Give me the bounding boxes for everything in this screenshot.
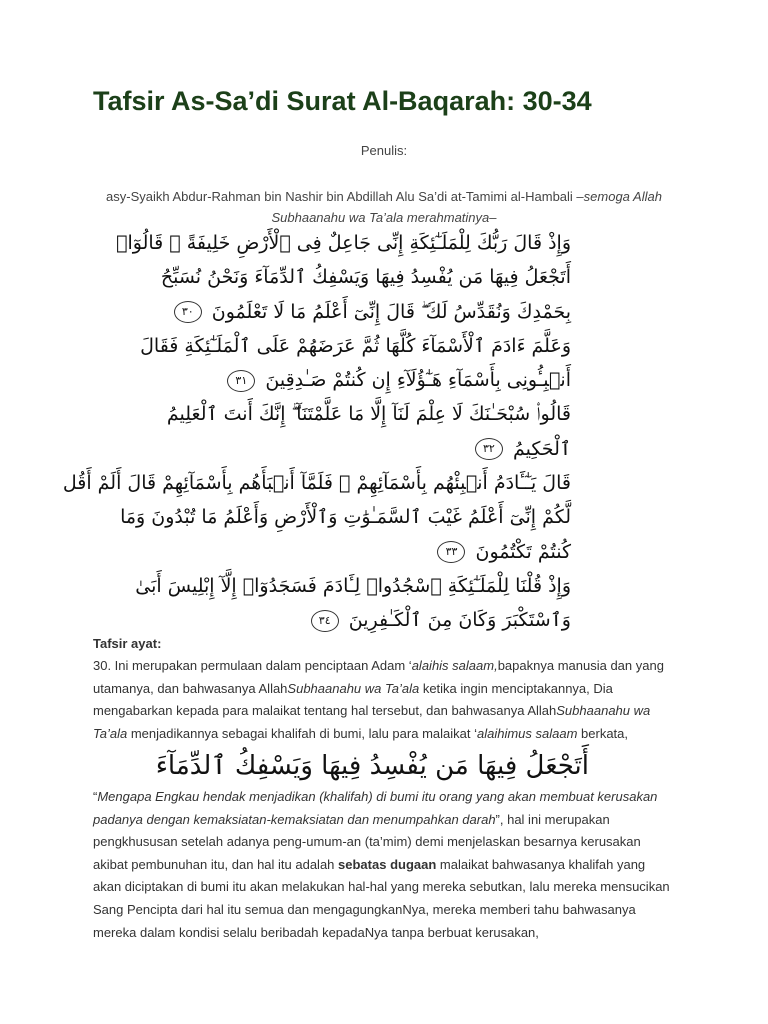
author-label: Penulis:	[360, 143, 408, 158]
verse-line: وَإِذْ قَالَ رَبُّكَ لِلْمَلَـٰٓئِكَةِ إِنِّى جَاعِلٌ فِى ٱلْأَرْضِ خَلِيفَةً ۖ قَالُوٓا۟	[116, 232, 571, 254]
verse-line: وَعَلَّمَ ءَادَمَ ٱلْأَسْمَآءَ كُلَّهَا ثُمَّ عَرَضَهُمْ عَلَى ٱلْمَلَـٰٓئِكَةِ فَقَالَ	[140, 334, 571, 357]
verse-line: قَالَ يَـٰٓـَٔادَمُ أَنۢبِئْهُم بِأَسْمَآئِهِمْ ۖ فَلَمَّآ أَنۢبَأَهُم بِأَسْمَآئِهِمْ قَالَ أَلَمْ أَقُل	[62, 472, 571, 495]
verse-line: أَتَجْعَلُ فِيهَا مَن يُفْسِدُ فِيهَا وَيَسْفِكُ ٱلدِّمَآءَ وَنَحْنُ نُسَبِّحُ	[160, 266, 571, 289]
emphasis-text: sebatas dugaan	[338, 856, 437, 872]
verse-line: وَٱسْتَكْبَرَ وَكَانَ مِنَ ٱلْكَـٰفِرِينَ ٣٤	[203, 603, 571, 637]
tafsir-paragraph: 30. Ini merupakan permulaan dalam penciptaan Adam ‘alaihis salaam,bapaknya manusia dan yang utamanya, dan bahwasanya AllahSubhaanahu wa Ta’ala ketika ingin menciptakannya, Dia mengabarkan kepada para malaikat tentang hal tersebut, dan bahwasanya AllahSubhaanahu wa Ta’ala menjadikannya sebagai khalifah di bumi, lalu para malaikat ‘alaihimus salaam berkata,	[93, 658, 664, 741]
ayah-number-badge: ٣٢	[475, 438, 503, 460]
verse-line: كُنتُمْ تَكْتُمُونَ ٣٣	[203, 535, 571, 569]
tafsir-paragraph: “Mengapa Engkau hendak menjadikan (khalifah) di bumi itu orang yang akan membuat kerusakan padanya dengan kemaksiatan-kemaksiatan dan menumpahkan darah”, hal ini merupakan pengkhususan setelah adanya peng-umum-an (ta’mim) demi menjelaskan besarnya kerusakan akibat pembunuhan itu, dan hal itu adalah sebatas dugaan malaikat bahwasanya khalifah yang akan diciptakan di bumi itu akan melakukan hal-hal yang mereka sebutkan, lalu mereka mensucikan Sang Pencipta dari hal itu semua dan mengagungkanNya, mereka memberi tahu bahwasanya mereka dalam kondisi selalu beribadah kepadaNya tanpa berbuat kerusakan,	[93, 789, 670, 940]
verse-line: بِحَمْدِكَ وَنُقَدِّسُ لَكَ ۖ قَالَ إِنِّىٓ أَعْلَمُ مَا لَا تَعْلَمُونَ ٣٠	[203, 295, 571, 329]
author-suffix: –	[489, 210, 497, 225]
page-title: Tafsir As-Sa’di Surat Al-Baqarah: 30-34	[93, 86, 592, 116]
arabic-quote: أَتَجْعَلُ فِيهَا مَن يُفْسِدُ فِيهَا وَيَسْفِكُ ٱلدِّمَآءَ	[155, 751, 589, 781]
verse-line: أَنۢبِـُٔونِى بِأَسْمَآءِ هَـٰٓؤُلَآءِ إِن كُنتُمْ صَـٰدِقِينَ ٣١	[203, 363, 571, 397]
author-name: asy-Syaikh Abdur-Rahman bin Nashir bin Abdillah Alu Sa’di at-Tamimi al-Hambali –	[106, 189, 584, 204]
quran-verses	[62, 226, 571, 638]
author-line	[93, 186, 675, 228]
verse-line: لَّكُمْ إِنِّىٓ أَعْلَمُ غَيْبَ ٱلسَّمَـٰوَٰتِ وَٱلْأَرْضِ وَأَعْلَمُ مَا تُبْدُونَ وَمَا	[120, 506, 571, 529]
author-honorific: semoga Allah Subhaanahu wa Ta’ala merahmatinya	[271, 189, 662, 225]
tafsir-label: Tafsir ayat:	[93, 636, 162, 651]
ayah-number-badge: ٣٤	[311, 610, 339, 632]
ayah-number-badge: ٣٠	[174, 301, 202, 323]
verse-line: وَإِذْ قُلْنَا لِلْمَلَـٰٓئِكَةِ ٱسْجُدُوا۟ لِـَٔادَمَ فَسَجَدُوٓا۟ إِلَّآ إِبْلِيسَ أَبَىٰ	[135, 574, 571, 597]
ayah-number-badge: ٣٣	[437, 541, 465, 563]
ayah-number-badge: ٣١	[227, 370, 255, 392]
verse-line: ٱلْحَكِيمُ ٣٢	[203, 432, 571, 466]
verse-line: قَالُوا۟ سُبْحَـٰنَكَ لَا عِلْمَ لَنَآ إِلَّا مَا عَلَّمْتَنَآ ۖ إِنَّكَ أَنتَ ٱلْعَلِيمُ	[166, 403, 571, 426]
